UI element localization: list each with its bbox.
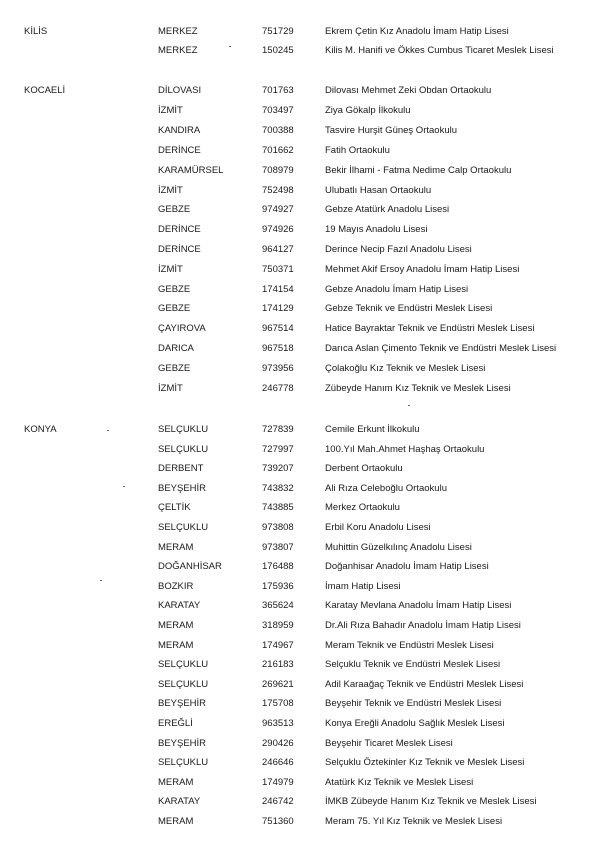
school-cell: Kilis M. Hanifi ve Ökkes Cumbus Ticaret Meslek Lisesi [325,45,554,56]
school-cell: Doğanhisar Anadolu İmam Hatip Lisesi [325,561,489,572]
table-row [0,359,600,378]
district-cell: İZMİT [158,264,183,275]
school-cell: 100.Yıl Mah.Ahmet Haşhaş Ortaokulu [325,444,485,455]
table-row [0,440,600,459]
district-cell: ÇAYIROVA [158,323,206,334]
table-row [0,734,600,753]
district-cell: DERBENT [158,463,204,474]
code-cell: 973807 [262,542,294,553]
code-cell: 174979 [262,777,294,788]
school-cell: Selçuklu Öztekinler Kız Teknik ve Meslek Lisesi [325,757,525,768]
code-cell: 246646 [262,757,294,768]
school-cell: Dilovası Mehmet Zeki Obdan Ortaokulu [325,85,492,96]
table-row [0,714,600,733]
code-cell: 708979 [262,165,294,176]
table-row [0,22,600,41]
code-cell: 967514 [262,323,294,334]
district-cell: SELÇUKLU [158,757,209,768]
district-cell: BEYŞEHİR [158,483,207,494]
code-cell: 727997 [262,444,294,455]
district-cell: MERAM [158,640,194,651]
code-cell: 175708 [262,698,294,709]
school-cell: Beyşehir Ticaret Meslek Lisesi [325,738,453,749]
table-row [0,81,600,100]
code-cell: 246778 [262,383,294,394]
school-cell: Ziya Gökalp İlkokulu [325,105,411,116]
district-cell: DERİNCE [158,244,201,255]
table-row [0,280,600,299]
table-row [0,636,600,655]
district-cell: GEBZE [158,204,191,215]
scan-speck [100,580,102,581]
school-cell: Meram Teknik ve Endüstri Meslek Lisesi [325,640,494,651]
school-cell: Fatih Ortaokulu [325,145,390,156]
school-cell: Ali Rıza Celeboğlu Ortaokulu [325,483,447,494]
code-cell: 964127 [262,244,294,255]
table-row [0,161,600,180]
district-cell: DOĞANHİSAR [158,561,222,572]
district-cell: MERAM [158,620,194,631]
table-row [0,200,600,219]
scan-speck [408,405,410,406]
code-cell: 743832 [262,483,294,494]
district-cell: SELÇUKLU [158,522,209,533]
table-row [0,299,600,318]
table-row [0,538,600,557]
code-cell: 174154 [262,284,294,295]
code-cell: 174129 [262,303,294,314]
school-cell: Hatice Bayraktar Teknik ve Endüstri Meslek Lisesi [325,323,535,334]
school-cell: Merkez Ortaokulu [325,502,400,513]
school-cell: Bekir İlhami - Fatma Nedime Calp Ortaokulu [325,165,512,176]
table-row [0,240,600,259]
school-cell: Darıca Aslan Çimento Teknik ve Endüstri Meslek Lisesi [325,343,557,354]
school-cell: Mehmet Akif Ersoy Anadolu İmam Hatip Lisesi [325,264,520,275]
district-cell: KARATAY [158,600,201,611]
scan-speck [107,430,109,431]
table-row [0,479,600,498]
table-row [0,792,600,811]
school-cell: Çolakoğlu Kız Teknik ve Meslek Lisesi [325,363,486,374]
code-cell: 727839 [262,424,294,435]
table-row [0,141,600,160]
scan-speck [229,46,231,47]
code-cell: 963513 [262,718,294,729]
code-cell: 216183 [262,659,294,670]
table-row [0,121,600,140]
code-cell: 269621 [262,679,294,690]
district-cell: DERİNCE [158,145,201,156]
table-row [0,557,600,576]
district-cell: SELÇUKLU [158,679,209,690]
code-cell: 365624 [262,600,294,611]
school-cell: Gebze Atatürk Anadolu Lisesi [325,204,450,215]
code-cell: 701662 [262,145,294,156]
table-row [0,812,600,831]
school-cell: Cemile Erkunt İlkokulu [325,424,420,435]
district-cell: İZMİT [158,105,183,116]
school-cell: Muhittin Güzelkılınç Anadolu Lisesi [325,542,472,553]
district-cell: MERKEZ [158,45,198,56]
district-cell: GEBZE [158,284,191,295]
district-cell: İZMİT [158,185,183,196]
code-cell: 751360 [262,816,294,827]
code-cell: 700388 [262,125,294,136]
code-cell: 974927 [262,204,294,215]
school-cell: Derbent Ortaokulu [325,463,403,474]
district-cell: KARAMÜRSEL [158,165,224,176]
district-cell: DİLOVASI [158,85,202,96]
district-cell: MERKEZ [158,26,198,37]
table-row [0,459,600,478]
school-cell: Tasvire Hurşit Güneş Ortaokulu [325,125,457,136]
code-cell: 973956 [262,363,294,374]
school-cell: Dr.Ali Rıza Bahadır Anadolu İmam Hatip Lisesi [325,620,521,631]
school-cell: Gebze Anadolu İmam Hatip Lisesi [325,284,469,295]
school-cell: Konya Ereğli Anadolu Sağlık Meslek Lisesi [325,718,505,729]
district-cell: KANDIRA [158,125,201,136]
table-row [0,420,600,439]
school-cell: Meram 75. Yıl Kız Teknik ve Meslek Lisesi [325,816,503,827]
code-cell: 703497 [262,105,294,116]
district-cell: ÇELTİK [158,502,191,513]
district-cell: DARICA [158,343,194,354]
district-cell: KARATAY [158,796,201,807]
table-row [0,260,600,279]
province-name: KİLİS [24,26,48,37]
table-row [0,379,600,398]
school-cell: Beyşehir Teknik ve Endüstri Meslek Lisesi [325,698,502,709]
district-cell: BEYŞEHİR [158,738,207,749]
table-row [0,181,600,200]
table-row [0,319,600,338]
school-cell: Derince Necip Fazıl Anadolu Lisesi [325,244,472,255]
table-row [0,498,600,517]
code-cell: 290426 [262,738,294,749]
table-row [0,518,600,537]
district-cell: DERİNCE [158,224,201,235]
code-cell: 743885 [262,502,294,513]
district-cell: SELÇUKLU [158,444,209,455]
code-cell: 150245 [262,45,294,56]
table-row [0,101,600,120]
district-cell: GEBZE [158,303,191,314]
code-cell: 174967 [262,640,294,651]
district-cell: SELÇUKLU [158,424,209,435]
code-cell: 176488 [262,561,294,572]
code-cell: 967518 [262,343,294,354]
district-cell: MERAM [158,816,194,827]
school-cell: Karatay Mevlana Anadolu İmam Hatip Lisesi [325,600,512,611]
code-cell: 175936 [262,581,294,592]
table-row [0,773,600,792]
code-cell: 974926 [262,224,294,235]
table-row [0,596,600,615]
district-cell: BEYŞEHİR [158,698,207,709]
school-cell: Zübeyde Hanım Kız Teknik ve Meslek Lisesi [325,383,511,394]
table-row [0,577,600,596]
code-cell: 750371 [262,264,294,275]
table-row [0,753,600,772]
school-cell: Ulubatlı Hasan Ortaokulu [325,185,432,196]
code-cell: 318959 [262,620,294,631]
district-cell: GEBZE [158,363,191,374]
school-cell: Erbil Koru Anadolu Lisesi [325,522,431,533]
district-cell: MERAM [158,777,194,788]
table-row [0,655,600,674]
table-row [0,694,600,713]
district-cell: EREĞLİ [158,718,193,729]
code-cell: 739207 [262,463,294,474]
table-row [0,339,600,358]
table-row [0,675,600,694]
school-cell: İMKB Zübeyde Hanım Kız Teknik ve Meslek Lisesi [325,796,537,807]
province-name: KONYA [24,424,57,435]
school-cell: 19 Mayıs Anadolu Lisesi [325,224,428,235]
school-cell: Adil Karaağaç Teknik ve Endüstri Meslek Lisesi [325,679,524,690]
code-cell: 751729 [262,26,294,37]
code-cell: 752498 [262,185,294,196]
table-row [0,220,600,239]
district-cell: SELÇUKLU [158,659,209,670]
school-cell: İmam Hatip Lisesi [325,581,401,592]
district-cell: BOZKIR [158,581,194,592]
school-cell: Selçuklu Teknik ve Endüstri Meslek Lisesi [325,659,501,670]
school-cell: Ekrem Çetin Kız Anadolu İmam Hatip Lisesi [325,26,509,37]
code-cell: 246742 [262,796,294,807]
school-cell: Atatürk Kız Teknik ve Meslek Lisesi [325,777,474,788]
district-cell: İZMİT [158,383,183,394]
table-row [0,616,600,635]
district-cell: MERAM [158,542,194,553]
code-cell: 701763 [262,85,294,96]
school-cell: Gebze Teknik ve Endüstri Meslek Lisesi [325,303,493,314]
scan-speck [123,486,125,487]
province-name: KOCAELİ [24,85,66,96]
table-row [0,41,600,60]
code-cell: 973808 [262,522,294,533]
